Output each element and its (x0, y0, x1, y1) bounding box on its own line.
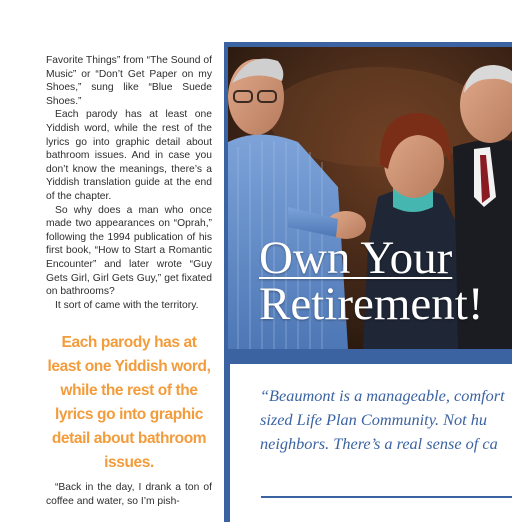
testimonial-panel (230, 364, 512, 524)
article-paragraph: Each parody has at least one Yiddish word, while the rest of the lyrics go into graphic detail about bathroom issues. And in case you don’t know the meanings, there’s a Yiddish translation guide at the end of the chapter. (46, 109, 212, 202)
divider-rule (261, 496, 512, 498)
article-paragraph: Favorite Things” from “The Sound of Music” or “Don’t Get Paper on my Shoes,” sung like “Blue Suede Shoes.” (46, 55, 212, 107)
testimonial-line: neighbors. There’s a real sense of ca (260, 434, 498, 453)
testimonial-line: sized Life Plan Community. Not hu (260, 410, 488, 429)
headline-line-1: Own Your (259, 232, 453, 284)
article-paragraph: “Back in the day, I drank a ton of coffee and water, so I’m pish- (46, 482, 212, 507)
testimonial-quote (260, 384, 512, 456)
article-continuation (46, 481, 212, 508)
pull-quote: Each parody has at least one Yiddish word, while the rest of the lyrics go into graphic detail about bathroom issues. (47, 334, 211, 471)
headline-line-2: Retirement! (259, 278, 484, 330)
testimonial-line: “Beaumont is a manageable, comfort (260, 386, 505, 405)
retirement-advertisement (224, 42, 512, 522)
couple-dancing-photo (228, 47, 512, 349)
article-paragraph: It sort of came with the territory. (55, 299, 199, 311)
article-body (46, 54, 212, 312)
article-paragraph: So why does a man who once made two appearances on “Oprah,” following the 1994 publication of his first book, “How to Start a Romantic Encounter” and later wrote “Guy Gets Girl, Girl Gets Guy,” get fixated on bathrooms? (46, 204, 212, 298)
ad-headline (259, 232, 484, 330)
